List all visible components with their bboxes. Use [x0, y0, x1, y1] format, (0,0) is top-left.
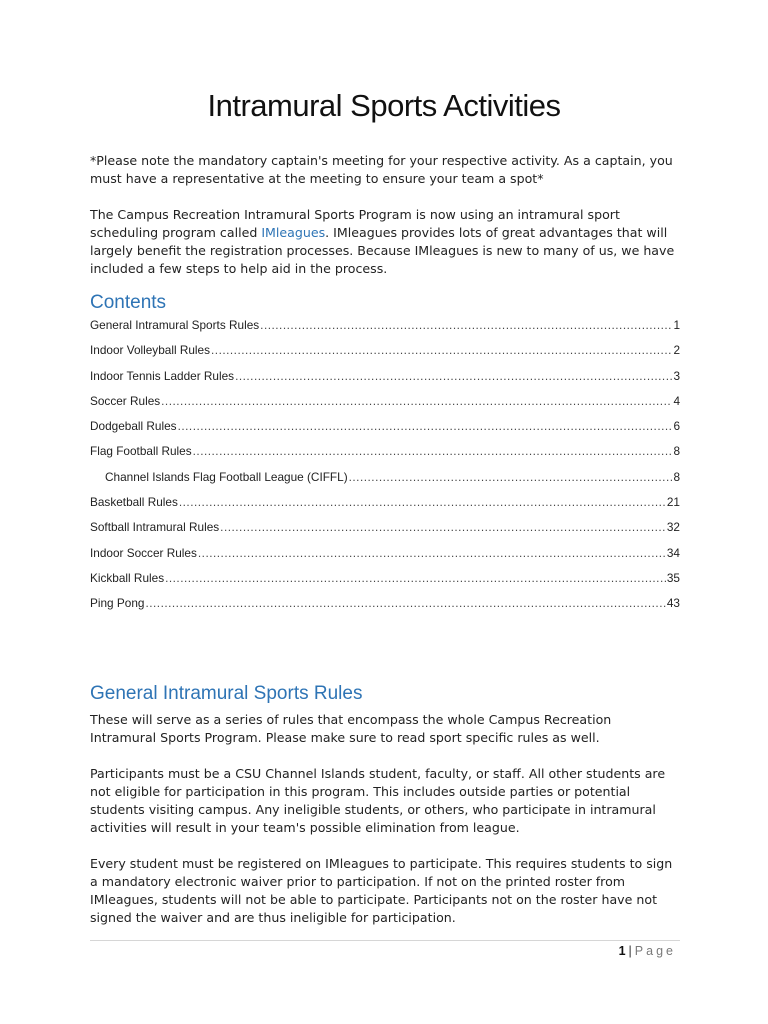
toc-entry-page: 4: [673, 393, 680, 408]
toc-entry-page: 8: [673, 444, 680, 459]
toc-entry-page: 1: [673, 318, 680, 332]
toc-entry-label: Soccer Rules: [90, 393, 161, 408]
toc-entry-label: Dodgeball Rules: [90, 419, 177, 434]
section-paragraph: Participants must be a CSU Channel Islands student, faculty, or staff. All other students are not eligible for participation in this program. This includes outside parties or potential students visiting campus. Any ineligible students, or others, who participate in intramural activities will result in your team's possible elimination from league.: [90, 766, 666, 835]
toc-leader-dots: [349, 470, 673, 484]
toc-entry[interactable]: [90, 419, 680, 444]
toc-entry-label: Ping Pong: [90, 596, 145, 611]
toc-entry-label: Flag Football Rules: [90, 444, 192, 459]
toc-entry[interactable]: [90, 318, 680, 343]
toc-entry[interactable]: [90, 546, 680, 571]
toc-entry-label: General Intramural Sports Rules: [90, 318, 260, 332]
toc-leader-dots: [178, 419, 673, 433]
toc-leader-dots: [260, 318, 672, 332]
intro-text-after-link: . IMleagues provides lots of great advantages that will largely benefit the registration processes. Because IMleagues is new to many of us, we have included a few steps to help aid in the process.: [90, 225, 675, 276]
toc-leader-dots: [235, 369, 672, 383]
toc-entry[interactable]: [90, 369, 680, 394]
toc-entry-page: 2: [673, 343, 680, 358]
toc-leader-dots: [211, 343, 672, 357]
footer-divider: [90, 940, 680, 941]
captain-note: *Please note the mandatory captain's meeting for your respective activity. As a captain, you must have a representative at the meeting to ensure your team a spot*: [90, 153, 673, 186]
footer-separator: |: [628, 944, 632, 958]
page-number: 1: [618, 944, 626, 958]
toc-entry-label: Kickball Rules: [90, 570, 165, 585]
section-heading: General Intramural Sports Rules: [90, 683, 363, 704]
page-title: Intramural Sports Activities: [207, 88, 561, 123]
table-of-contents: [90, 318, 680, 622]
imleagues-link[interactable]: IMleagues: [261, 225, 326, 240]
toc-entry[interactable]: [90, 394, 680, 419]
intro-text-before-link: The Campus Recreation Intramural Sports Program is now using an intramural sport scheduling program called: [90, 207, 620, 240]
toc-entry-label: Channel Islands Flag Football League (CIFFL): [105, 469, 348, 484]
toc-leader-dots: [193, 444, 673, 458]
page-footer: [619, 944, 676, 958]
toc-entry-label: Indoor Tennis Ladder Rules: [90, 368, 235, 383]
page-word: Page: [634, 944, 676, 958]
toc-entry-page: 21: [666, 495, 680, 510]
toc-entry[interactable]: [90, 444, 680, 469]
toc-entry-label: Indoor Soccer Rules: [90, 545, 197, 560]
toc-entry-page: 6: [673, 419, 680, 434]
toc-entry[interactable]: [90, 343, 680, 368]
toc-entry[interactable]: [90, 495, 680, 520]
toc-entry-page: 3: [673, 368, 680, 383]
toc-entry[interactable]: [90, 571, 680, 596]
toc-leader-dots: [145, 596, 665, 610]
toc-leader-dots: [198, 546, 666, 560]
toc-entry-page: 32: [666, 520, 680, 535]
toc-entry-page: 8: [673, 469, 680, 484]
toc-entry-label: Indoor Volleyball Rules: [90, 343, 211, 358]
contents-heading: Contents: [90, 292, 167, 313]
toc-subentry[interactable]: [90, 470, 680, 495]
toc-leader-dots: [161, 394, 672, 408]
toc-leader-dots: [165, 571, 666, 585]
toc-entry[interactable]: [90, 596, 680, 621]
toc-entry[interactable]: [90, 520, 680, 545]
section-paragraph: Every student must be registered on IMleagues to participate. This requires students to sign a mandatory electronic waiver prior to participation. If not on the printed roster from IMleagues, students will not be able to participate. Participants not on the roster have not signed the waiver and are thus ineligible for participation.: [90, 856, 673, 925]
toc-entry-page: 35: [666, 570, 680, 585]
section-paragraph: These will serve as a series of rules that encompass the whole Campus Recreation Intramural Sports Program. Please make sure to read sport specific rules as well.: [90, 712, 612, 745]
intro-paragraph: [90, 206, 680, 278]
toc-leader-dots: [179, 495, 666, 509]
toc-entry-page: 34: [666, 545, 680, 560]
toc-leader-dots: [220, 520, 666, 534]
toc-entry-label: Basketball Rules: [90, 495, 178, 510]
toc-entry-page: 43: [666, 596, 680, 611]
toc-entry-label: Softball Intramural Rules: [90, 520, 220, 535]
